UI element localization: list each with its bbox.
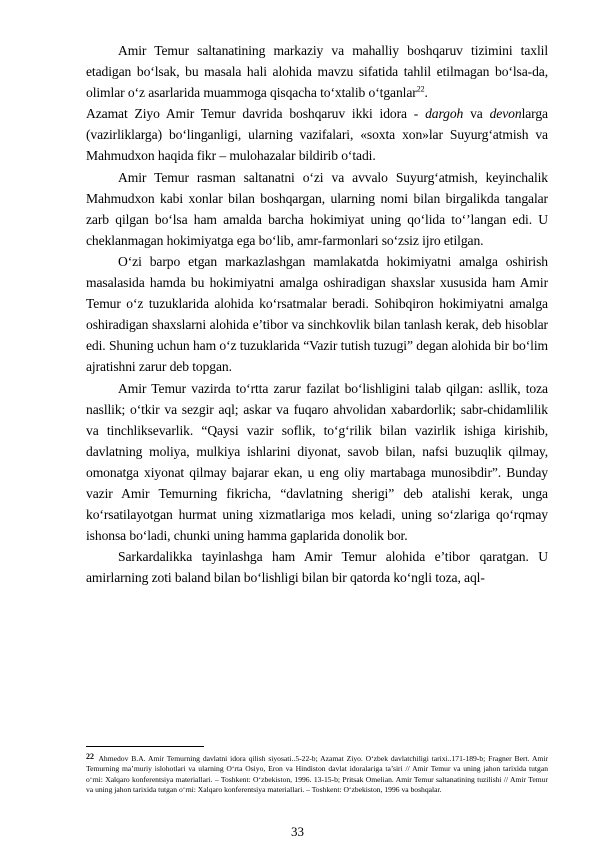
- paragraph-1-text: Amir Temur saltanatining markaziy va mahalliy boshqaruv tizimini taxlil etadigan bo‘lsak, bu masala hali alohida mavzu sifatida tahlil etilmagan bo‘lsa-da, olimlar o‘z asarlarida muammoga qisqacha to‘xtalib o‘tganlar: [86, 43, 548, 101]
- paragraph-1: [86, 40, 548, 103]
- paragraph-6: Sarkardalikka tayinlashga ham Amir Temur alohida e’tibor qaratgan. U amirlarning zoti baland bilan bo‘lishligi bilan bir qatorda ko‘ngli toza, aql-: [86, 549, 548, 586]
- page-number: 33: [291, 824, 304, 839]
- term-dargoh: dargoh: [425, 106, 464, 122]
- paragraph-2-text-b: larga (vazirliklarga) bo‘linganligi, ularning vazifalari, «soxta xon»lar Suyurg‘atmish va Mahmudxon haqida fikr – mulohazalar bildirib o‘tadi.: [86, 106, 548, 164]
- paragraph-2: [86, 103, 548, 166]
- paragraph-2-conj: va: [463, 106, 490, 122]
- paragraph-1-end: .: [424, 85, 428, 101]
- main-text: [86, 40, 548, 588]
- paragraph-2-text-a: Azamat Ziyo Amir Temur davrida boshqaruv ikki idora -: [86, 106, 426, 122]
- footnote-separator: [86, 746, 204, 747]
- paragraph-3: Amir Temur rasman saltanatni o‘zi va avvalo Suyurg‘atmish, keyinchalik Mahmudxon kabi xonlar bilan boshqargan, ularning nomi bilan birgalikda tangalar zarb qilgan bo‘lsa ham amalda barcha hokimiyat uning qo‘lida to‘’langan edi. U cheklanmagan hokimiyatga ega bo‘lib, amr-farmonlari so‘zsiz ijro etilgan.: [86, 169, 548, 248]
- footnote-text: Ahmedov B.A. Amir Temurning davlatni idora qilish siyosati..5-22-b; Azamat Ziyo. O‘zbek davlatchiligi tarixi..171-189-b; Fragner Bert. Amir Temurning ma’muriy islohotlari va ularning O‘rta Osiyo, Eron va Hindiston davlat idoralariga ta’siri // Amir Temur va uning jahon tarixida tutgan o‘rni: Xalqaro konferentsiya materiallari. – Toshkent: O‘zbekiston, 1996. 13-15-b; Pritsak Omelian. Amir Temur saltanatining tuzilishi // Amir Temur va uning jahon tarixida tutgan o‘rni: Xalqaro konferentsiya materiallari. – Toshkent: O‘zbekiston, 1996 va boshqalar.: [86, 754, 548, 795]
- footnote-reference[interactable]: 22: [416, 84, 425, 94]
- footnote-number: 22: [86, 752, 94, 761]
- paragraph-4: O‘zi barpo etgan markazlashgan mamlakatda hokimiyatni amalga oshirish masalasida hamda bu hokimiyatni amalga oshiradigan shaxslar xususida ham Amir Temur o‘z tuzuklarida alohida ko‘rsatmalar beradi. Sohibqiron hokimiyatni amalga oshiradigan shaxslarni alohida e’tibor va sinchkovlik bilan tanlash kerak, deb hisoblar edi. Shuning uchun ham o‘z tuzuklarida “Vazir tutish tuzugi” degan alohida bir bo‘lim ajratishni zarur deb topgan.: [86, 253, 548, 375]
- paragraph-5: Amir Temur vazirda to‘rtta zarur fazilat bo‘lishligini talab qilgan: asllik, toza nasllik; o‘tkir va sezgir aql; askar va fuqaro ahvolidan xabardorlik; sabr-chidamlilik va tinchliksevarlik. “Qaysi vazir soflik, to‘g‘rilik bilan vazirlik ishiga kirishib, davlatning moliya, mulkiya ishlarini diyonat, savob bilan, nafsi buzuqlik qilmay, omonatga xiyonat qilmay bajarar ekan, u eng oliy martabaga munosibdir”. Bunday vazir Amir Temurning fikricha, “davlatning sherigi” deb atalishi kerak, unga ko‘rsatilayotgan hurmat uning xizmatlariga mos keladi, uning so‘zlariga qo‘rqmay ishonsa bo‘ladi, chunki uning hamma gaplarida donolik bor.: [86, 380, 548, 544]
- footnote: [86, 752, 548, 796]
- term-devon: devon: [489, 106, 522, 122]
